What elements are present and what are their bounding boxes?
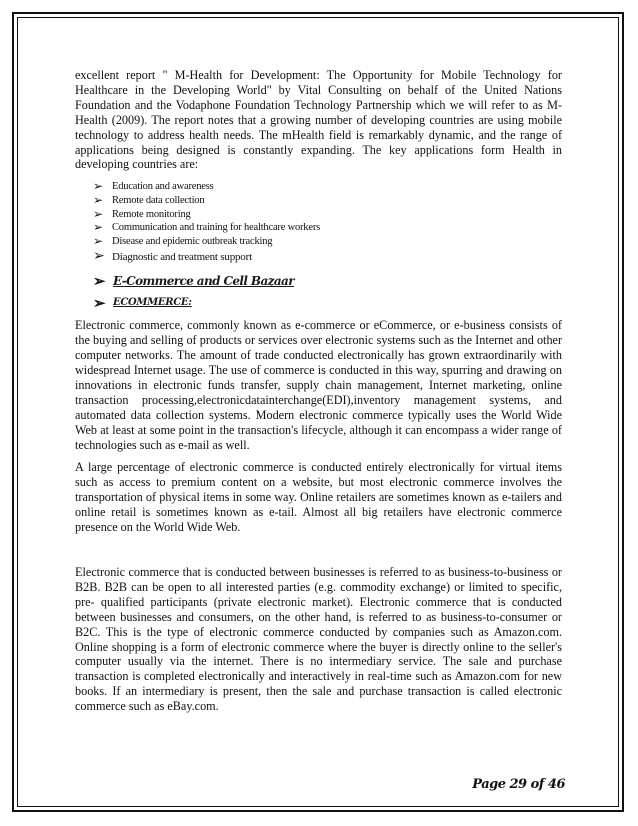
subsection-heading: ➢ ECOMMERCE: <box>93 294 192 313</box>
intro-paragraph: excellent report " M-Health for Development: The Opportunity for Mobile Technology for Healthcare in the Developing World" by Vital Consulting on behalf of the United Nations Foundation and the Vodaphone Foundation Technology Partnership which we will refer to as M-Health (2009). The report notes that a growing number of developing countries are using mobile technology to address health needs. The mHealth field is remarkably dynamic, and the range of applications being designed is constantly expanding. The key applications form Health in developing countries are: <box>75 68 562 172</box>
list-item: ➢ Disease and epidemic outbreak tracking <box>93 233 273 248</box>
page-content <box>75 68 562 714</box>
arrow-bullet-icon: ➢ <box>93 294 106 313</box>
list-item: ➢ Education and awareness <box>93 179 214 194</box>
arrow-bullet-icon: ➢ <box>93 233 103 248</box>
ecommerce-paragraph: Electronic commerce that is conducted between businesses is referred to as business-to-business or B2B. B2B can be open to all interested parties (e.g. commodity exchange) or limited to specific, pre- qualified participants (private electronic market). Electronic commerce that is conducted between businesses and consumers, on the other hand, is referred to as business-to-consumer or B2C. This is the type of electronic commerce conducted by companies such as Amazon.com. Online shopping is a form of electronic commerce where the buyer is directly online to the seller's computer usually via the internet. There is no intermediary service. The sale and purchase transaction is completed electronically and interactively in real-time such as Amazon.com for new books. If an intermediary is present, then the sale and purchase transaction is called electronic commerce such as eBay.com. <box>75 565 562 714</box>
list-item: ➢ Communication and training for healthcare workers <box>93 220 321 235</box>
arrow-bullet-icon: ➢ <box>93 272 105 291</box>
applications-list <box>93 180 562 266</box>
ecommerce-paragraph: A large percentage of electronic commerce is conducted entirely electronically for virtual items such as access to premium content on a website, but most electronic commerce involves the transportation of physical items in some way. Online retailers are sometimes known as e-tailers and online retail is sometimes known as e-tail. Almost all big retailers have electronic commerce presence on the World Wide Web. <box>75 460 562 535</box>
list-item: ➢ Remote data collection <box>93 192 205 207</box>
arrow-bullet-icon: ➢ <box>93 249 105 265</box>
arrow-bullet-icon: ➢ <box>93 192 103 207</box>
page-number: Page 29 of 46 <box>472 777 565 792</box>
list-item: ➢ Diagnostic and treatment support <box>93 249 252 265</box>
arrow-bullet-icon: ➢ <box>93 220 103 235</box>
ecommerce-paragraph: Electronic commerce, commonly known as e-commerce or eCommerce, or e-business consists of the buying and selling of products or services over electronic systems such as the Internet and other computer networks. The amount of trade conducted electronically has grown extraordinarily with widespread Internet usage. The use of commerce is conducted in this way, spurring and drawing on innovations in electronic funds transfer, supply chain management, Internet marketing, online transaction processing,electronicdatainterchange(EDI),inventory management systems, and automated data collection systems. Modern electronic commerce typically uses the World Wide Web at least at some point in the transaction's lifecycle, although it can encompass a wider range of technologies such as e-mail as well. <box>75 318 562 452</box>
arrow-bullet-icon: ➢ <box>93 206 103 221</box>
section-heading: ➢ E-Commerce and Cell Bazaar <box>93 272 294 291</box>
list-item: ➢ Remote monitoring <box>93 206 191 221</box>
arrow-bullet-icon: ➢ <box>93 179 103 194</box>
